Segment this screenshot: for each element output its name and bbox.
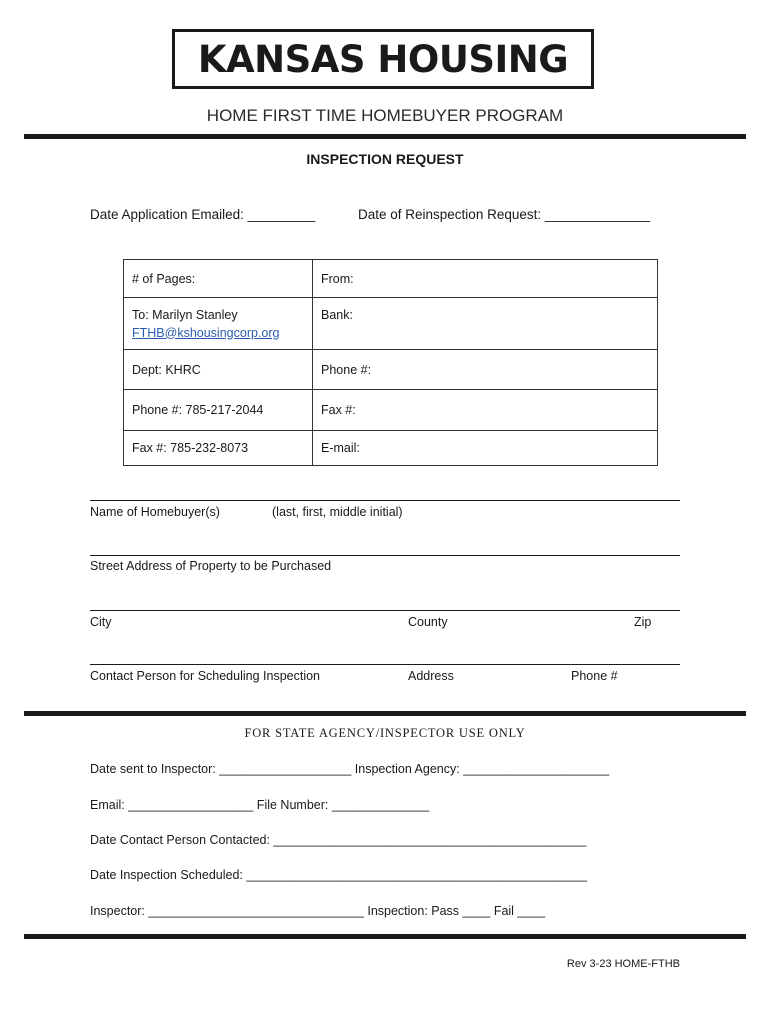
city-label: City: [90, 615, 112, 629]
kansas-housing-logo: [172, 29, 594, 89]
phone-cell[interactable]: Phone #:: [313, 350, 658, 390]
zip-label: Zip: [634, 615, 652, 629]
date-contact-person-field[interactable]: Date Contact Person Contacted: _____________________________________________: [90, 833, 587, 847]
header-divider: [24, 134, 746, 139]
agency-divider: [24, 711, 746, 716]
homebuyer-name-label: Name of Homebuyer(s): [90, 505, 220, 519]
fthb-email-link[interactable]: FTHB@kshousingcorp.org: [132, 325, 280, 340]
phone-label: Phone #: [571, 669, 618, 683]
email-file-number-field[interactable]: Email: __________________ File Number: ______________: [90, 798, 430, 812]
contact-info-table: [123, 259, 658, 466]
logo-text: KANSAS HOUSING: [197, 37, 569, 81]
pages-cell[interactable]: # of Pages:: [124, 260, 313, 298]
revision-label: Rev 3-23 HOME-FTHB: [566, 958, 680, 970]
khrc-fax-cell: Fax #: 785-232-8073: [124, 431, 313, 466]
inspector-result-field[interactable]: Inspector: _______________________________ Inspection: Pass ____ Fail ____: [90, 904, 546, 918]
fax-cell[interactable]: Fax #:: [313, 390, 658, 431]
email-cell[interactable]: E-mail:: [313, 431, 658, 466]
date-reinspection-request-field[interactable]: Date of Reinspection Request: ______________: [358, 207, 650, 222]
date-inspection-scheduled-field[interactable]: Date Inspection Scheduled: _________________________________________________: [90, 868, 587, 882]
from-cell[interactable]: From:: [313, 260, 658, 298]
address-label: Address: [408, 669, 454, 683]
street-address-line[interactable]: [90, 555, 680, 556]
table-row: [124, 350, 658, 390]
homebuyer-name-hint: (last, first, middle initial): [272, 505, 403, 519]
date-application-emailed-field[interactable]: Date Application Emailed: _________: [90, 207, 316, 222]
table-row: [124, 390, 658, 431]
table-row: [124, 298, 658, 350]
to-cell: [124, 298, 313, 350]
county-label: County: [408, 615, 448, 629]
contact-person-label: Contact Person for Scheduling Inspection: [90, 669, 320, 683]
bank-cell[interactable]: Bank:: [313, 298, 658, 350]
program-title: HOME FIRST TIME HOMEBUYER PROGRAM: [206, 106, 564, 125]
dept-cell: Dept: KHRC: [124, 350, 313, 390]
contact-person-line[interactable]: [90, 664, 680, 665]
to-recipient: To: Marilyn Stanley: [132, 307, 238, 322]
footer-divider: [24, 934, 746, 939]
homebuyer-name-line[interactable]: [90, 500, 680, 501]
agency-section-title: FOR STATE AGENCY/INSPECTOR USE ONLY: [244, 726, 526, 740]
table-row: [124, 431, 658, 466]
street-address-label: Street Address of Property to be Purchased: [90, 559, 332, 573]
table-row: [124, 260, 658, 298]
form-title: INSPECTION REQUEST: [306, 151, 464, 167]
khrc-phone-cell: Phone #: 785-217-2044: [124, 390, 313, 431]
date-sent-inspector-field[interactable]: Date sent to Inspector: ___________________ Inspection Agency: _____________________: [90, 762, 610, 776]
city-county-zip-line[interactable]: [90, 610, 680, 611]
